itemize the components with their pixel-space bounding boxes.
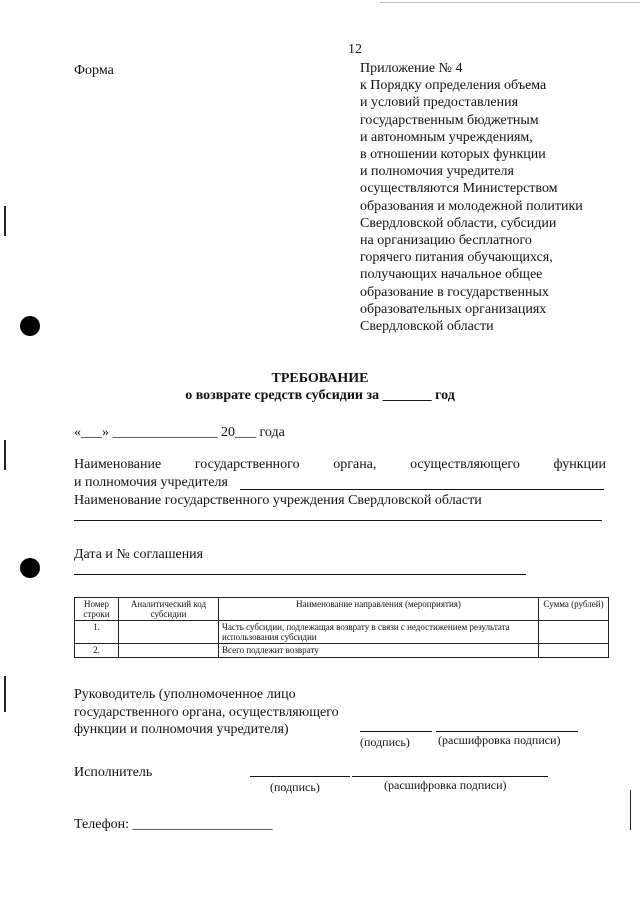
head-decode-line[interactable] — [436, 731, 578, 732]
phone-label: Телефон: ____________________ — [74, 817, 273, 832]
cell-analytic-code[interactable] — [119, 644, 219, 658]
form-label: Форма — [74, 63, 114, 78]
head-signatory-line: функции и полномочия учредителя) — [74, 722, 289, 737]
title-main: ТРЕБОВАНИЕ — [271, 371, 369, 386]
agreement-label: Дата и № соглашения — [74, 547, 204, 562]
page-number: 12 — [348, 42, 362, 57]
appendix-line: к Порядку определения объема — [360, 78, 547, 94]
cell-analytic-code[interactable] — [119, 621, 219, 644]
cell-row-number: 1. — [75, 621, 119, 644]
top-edge-line — [380, 2, 640, 3]
appendix-line: Приложение № 4 — [360, 61, 463, 76]
header-sum: Сумма (рублей) — [539, 598, 609, 621]
header-analytic-code: Аналитический код субсидии — [119, 598, 219, 621]
institution-fill-line — [74, 520, 602, 521]
authority-word: функции — [553, 457, 606, 472]
appendix-line: горячего питания обучающихся, — [360, 250, 553, 266]
authority-word: Наименование — [74, 457, 162, 472]
cell-sum[interactable] — [539, 621, 609, 644]
authority-line-2-label: и полномочия учредителя — [74, 475, 228, 490]
executor-decode-caption: (расшифровка подписи) — [384, 778, 507, 792]
head-signatory-line: Руководитель (уполномоченное лицо — [74, 687, 296, 702]
appendix-line: и автономным учреждениям, — [360, 129, 533, 145]
cell-sum[interactable] — [539, 644, 609, 658]
executor-signature-line[interactable] — [250, 776, 350, 777]
table-header-row — [75, 598, 609, 621]
header-direction-name: Наименование направления (мероприятия) — [219, 598, 539, 621]
refund-table — [74, 597, 609, 658]
authority-fill-line — [240, 489, 604, 490]
appendix-line: Свердловской области — [360, 319, 494, 335]
institution-label: Наименование государственного учреждения Свердловской области — [74, 493, 482, 508]
head-decode-caption: (расшифровка подписи) — [438, 733, 561, 747]
appendix-line: и условий предоставления — [360, 95, 519, 111]
head-signature-line[interactable] — [360, 731, 432, 732]
executor-decode-line[interactable] — [352, 776, 548, 777]
authority-word: осуществляющего — [410, 457, 520, 472]
appendix-line: и полномочия учредителя — [360, 164, 514, 180]
document-title — [0, 370, 640, 404]
punch-hole-top — [20, 316, 40, 336]
head-signatory-line: государственного органа, осуществляющего — [74, 704, 339, 720]
cell-direction-name: Часть субсидии, подлежащая возврату в связи с недостижением результата использования субсидии — [219, 621, 539, 644]
head-signature-caption: (подпись) — [360, 735, 410, 749]
table-row — [75, 621, 609, 644]
authority-name-line — [74, 457, 606, 473]
date-line: «___» _______________ 20___ года — [74, 425, 285, 440]
head-signatory-block — [74, 686, 339, 739]
punch-hole-bottom — [20, 558, 40, 578]
authority-word: органа, — [333, 457, 377, 472]
table-row — [75, 644, 609, 658]
binding-mark — [4, 676, 6, 712]
appendix-line: на организацию бесплатного — [360, 233, 532, 249]
appendix-line: в отношении которых функции — [360, 147, 546, 163]
appendix-line: образования и молодежной политики — [360, 198, 583, 214]
authority-word: государственного — [194, 457, 300, 472]
appendix-line: образование в государственных — [360, 284, 549, 300]
cell-row-number: 2. — [75, 644, 119, 658]
binding-mark — [4, 440, 6, 470]
cell-direction-name: Всего подлежит возврату — [219, 644, 539, 658]
appendix-line: осуществляются Министерством — [360, 181, 558, 197]
appendix-line: Свердловской области, субсидии — [360, 215, 557, 231]
executor-label: Исполнитель — [74, 765, 153, 780]
edge-mark — [630, 790, 631, 830]
agreement-fill-line — [74, 574, 526, 575]
appendix-line: государственным бюджетным — [360, 112, 539, 128]
header-row-number: Номер строки — [75, 598, 119, 621]
appendix-line: образовательных организациях — [360, 301, 547, 317]
appendix-block — [360, 60, 620, 335]
binding-mark — [4, 206, 6, 236]
title-subtitle: о возврате средств субсидии за _______ год — [185, 388, 455, 403]
executor-signature-caption: (подпись) — [270, 780, 320, 794]
appendix-line: получающих начальное общее — [360, 267, 543, 283]
